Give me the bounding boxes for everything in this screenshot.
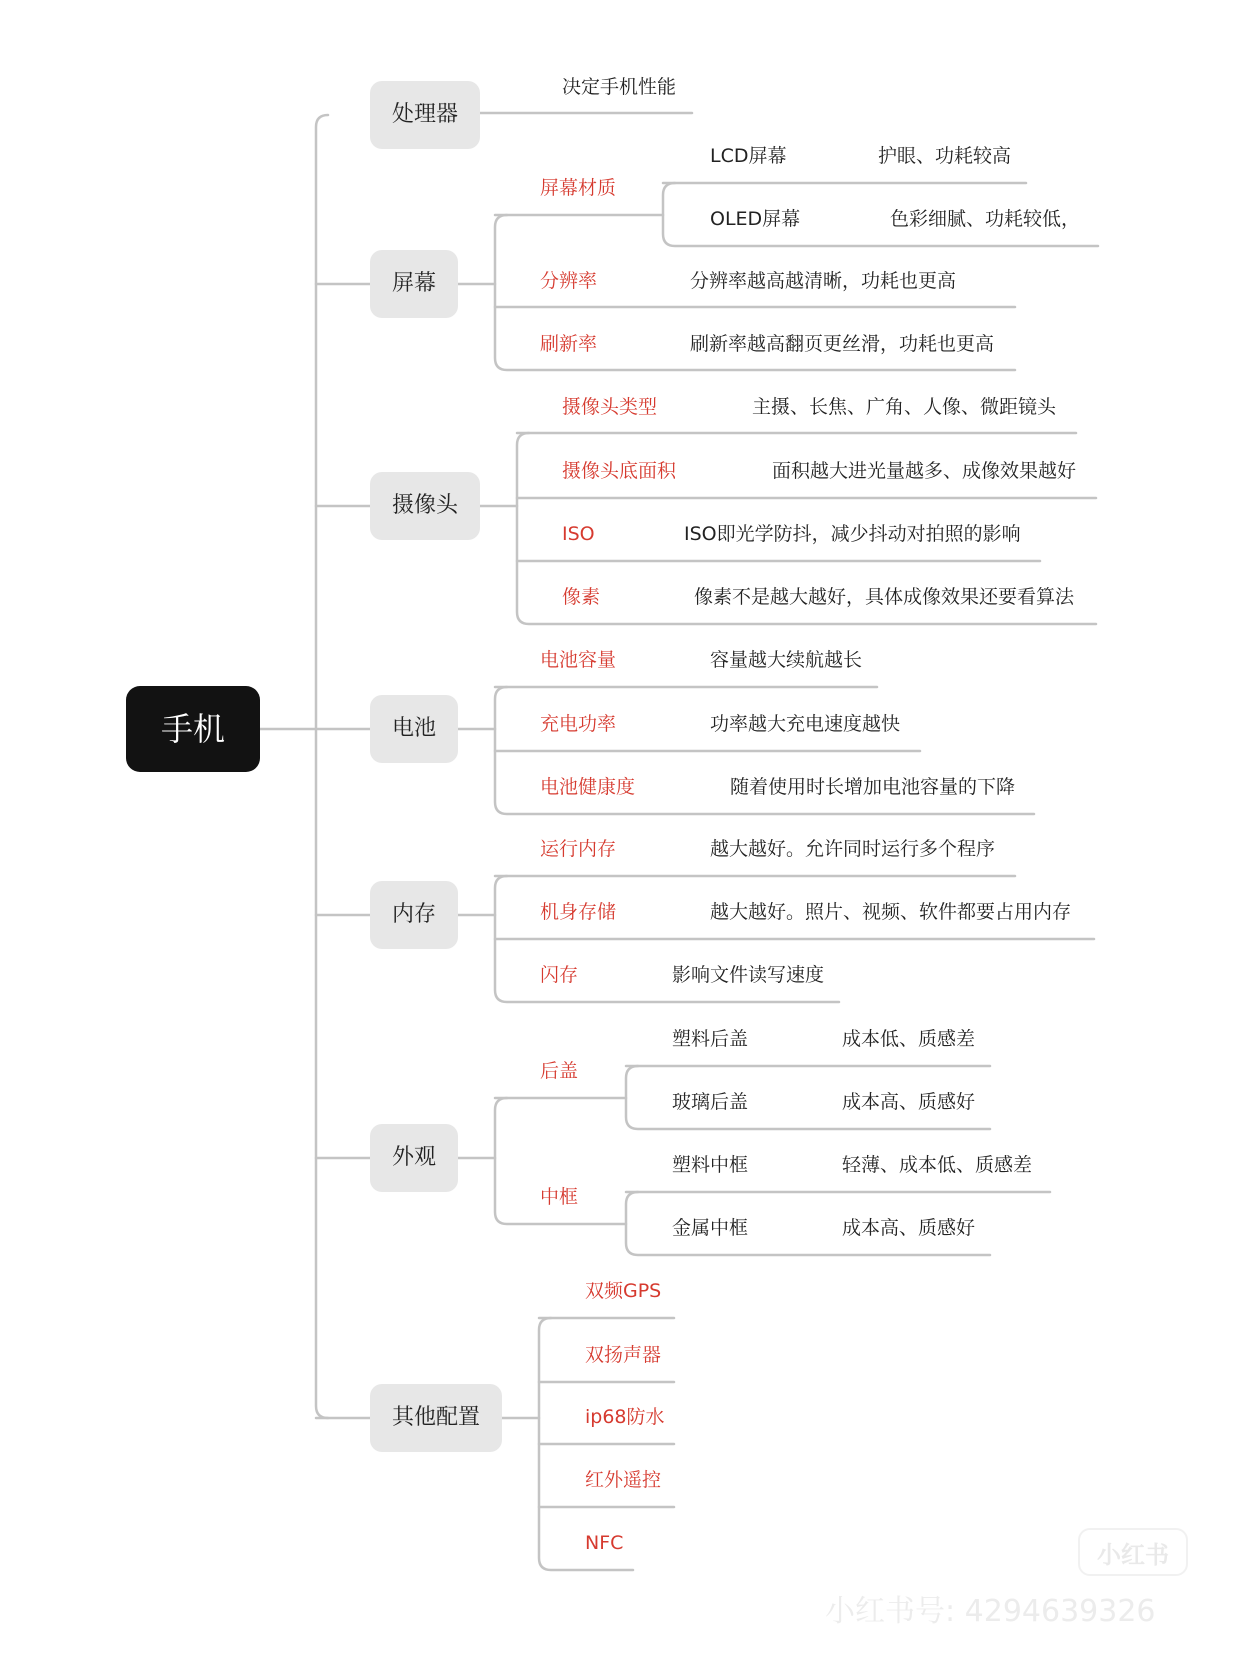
oled-label: OLED屏幕 bbox=[710, 208, 801, 230]
battery-capacity-desc: 容量越大续航越长 bbox=[710, 649, 863, 671]
other-item-speaker: 双扬声器 bbox=[585, 1344, 662, 1366]
refresh-desc: 刷新率越高翻页更丝滑，功耗也更高 bbox=[690, 333, 995, 355]
battery-health-label: 电池健康度 bbox=[540, 776, 636, 798]
root-node: 手机 bbox=[126, 686, 260, 772]
branch-screen: 屏幕 bbox=[370, 250, 458, 318]
refresh-label: 刷新率 bbox=[540, 333, 598, 355]
memory-flash-label: 闪存 bbox=[540, 964, 579, 986]
branch-battery: 电池 bbox=[370, 695, 458, 763]
other-item-waterproof: ip68防水 bbox=[585, 1406, 665, 1428]
battery-charging-desc: 功率越大充电速度越快 bbox=[710, 713, 901, 735]
memory-storage-desc: 越大越好。照片、视频、软件都要占用内存 bbox=[710, 901, 1072, 923]
resolution-label: 分辨率 bbox=[540, 270, 598, 292]
back-plastic-label: 塑料后盖 bbox=[672, 1028, 749, 1050]
other-item-infrared: 红外遥控 bbox=[585, 1469, 662, 1491]
camera-type-label: 摄像头类型 bbox=[562, 396, 658, 418]
back-plastic-desc: 成本低、质感差 bbox=[842, 1028, 976, 1050]
frame-metal-desc: 成本高、质感好 bbox=[842, 1217, 976, 1239]
other-item-gps: 双频GPS bbox=[585, 1280, 662, 1302]
appearance-back-label: 后盖 bbox=[540, 1060, 579, 1082]
screen-material-label: 屏幕材质 bbox=[540, 177, 617, 199]
camera-iso-label: ISO bbox=[562, 523, 595, 545]
oled-desc: 色彩细腻、功耗较低， bbox=[890, 208, 1081, 230]
frame-metal-label: 金属中框 bbox=[672, 1217, 749, 1239]
branch-processor: 处理器 bbox=[370, 81, 480, 149]
branch-appearance: 外观 bbox=[370, 1124, 458, 1192]
watermark-logo: 小红书 bbox=[1078, 1528, 1188, 1576]
camera-iso-desc: ISO即光学防抖，减少抖动对拍照的影响 bbox=[684, 523, 1021, 545]
appearance-frame-label: 中框 bbox=[540, 1186, 579, 1208]
resolution-desc: 分辨率越高越清晰，功耗也更高 bbox=[690, 270, 957, 292]
watermark-id: 小红书号: 4294639326 bbox=[825, 1594, 1156, 1629]
memory-flash-desc: 影响文件读写速度 bbox=[672, 964, 825, 986]
other-item-nfc: NFC bbox=[585, 1532, 624, 1554]
processor-desc: 决定手机性能 bbox=[562, 76, 677, 98]
memory-ram-desc: 越大越好。允许同时运行多个程序 bbox=[710, 838, 996, 860]
battery-capacity-label: 电池容量 bbox=[540, 649, 617, 671]
battery-charging-label: 充电功率 bbox=[540, 713, 617, 735]
memory-ram-label: 运行内存 bbox=[540, 838, 617, 860]
back-glass-label: 玻璃后盖 bbox=[672, 1091, 749, 1113]
camera-type-desc: 主摄、长焦、广角、人像、微距镜头 bbox=[752, 396, 1057, 418]
branch-other: 其他配置 bbox=[370, 1384, 502, 1452]
branch-memory: 内存 bbox=[370, 881, 458, 949]
camera-pixels-desc: 像素不是越大越好，具体成像效果还要看算法 bbox=[694, 586, 1075, 608]
lcd-label: LCD屏幕 bbox=[710, 145, 787, 167]
battery-health-desc: 随着使用时长增加电池容量的下降 bbox=[730, 776, 1016, 798]
memory-storage-label: 机身存储 bbox=[540, 901, 617, 923]
camera-sensor-desc: 面积越大进光量越多、成像效果越好 bbox=[772, 460, 1077, 482]
back-glass-desc: 成本高、质感好 bbox=[842, 1091, 976, 1113]
lcd-desc: 护眼、功耗较高 bbox=[878, 145, 1012, 167]
camera-pixels-label: 像素 bbox=[562, 586, 601, 608]
camera-sensor-label: 摄像头底面积 bbox=[562, 460, 677, 482]
frame-plastic-label: 塑料中框 bbox=[672, 1154, 749, 1176]
frame-plastic-desc: 轻薄、成本低、质感差 bbox=[842, 1154, 1033, 1176]
branch-camera: 摄像头 bbox=[370, 472, 480, 540]
